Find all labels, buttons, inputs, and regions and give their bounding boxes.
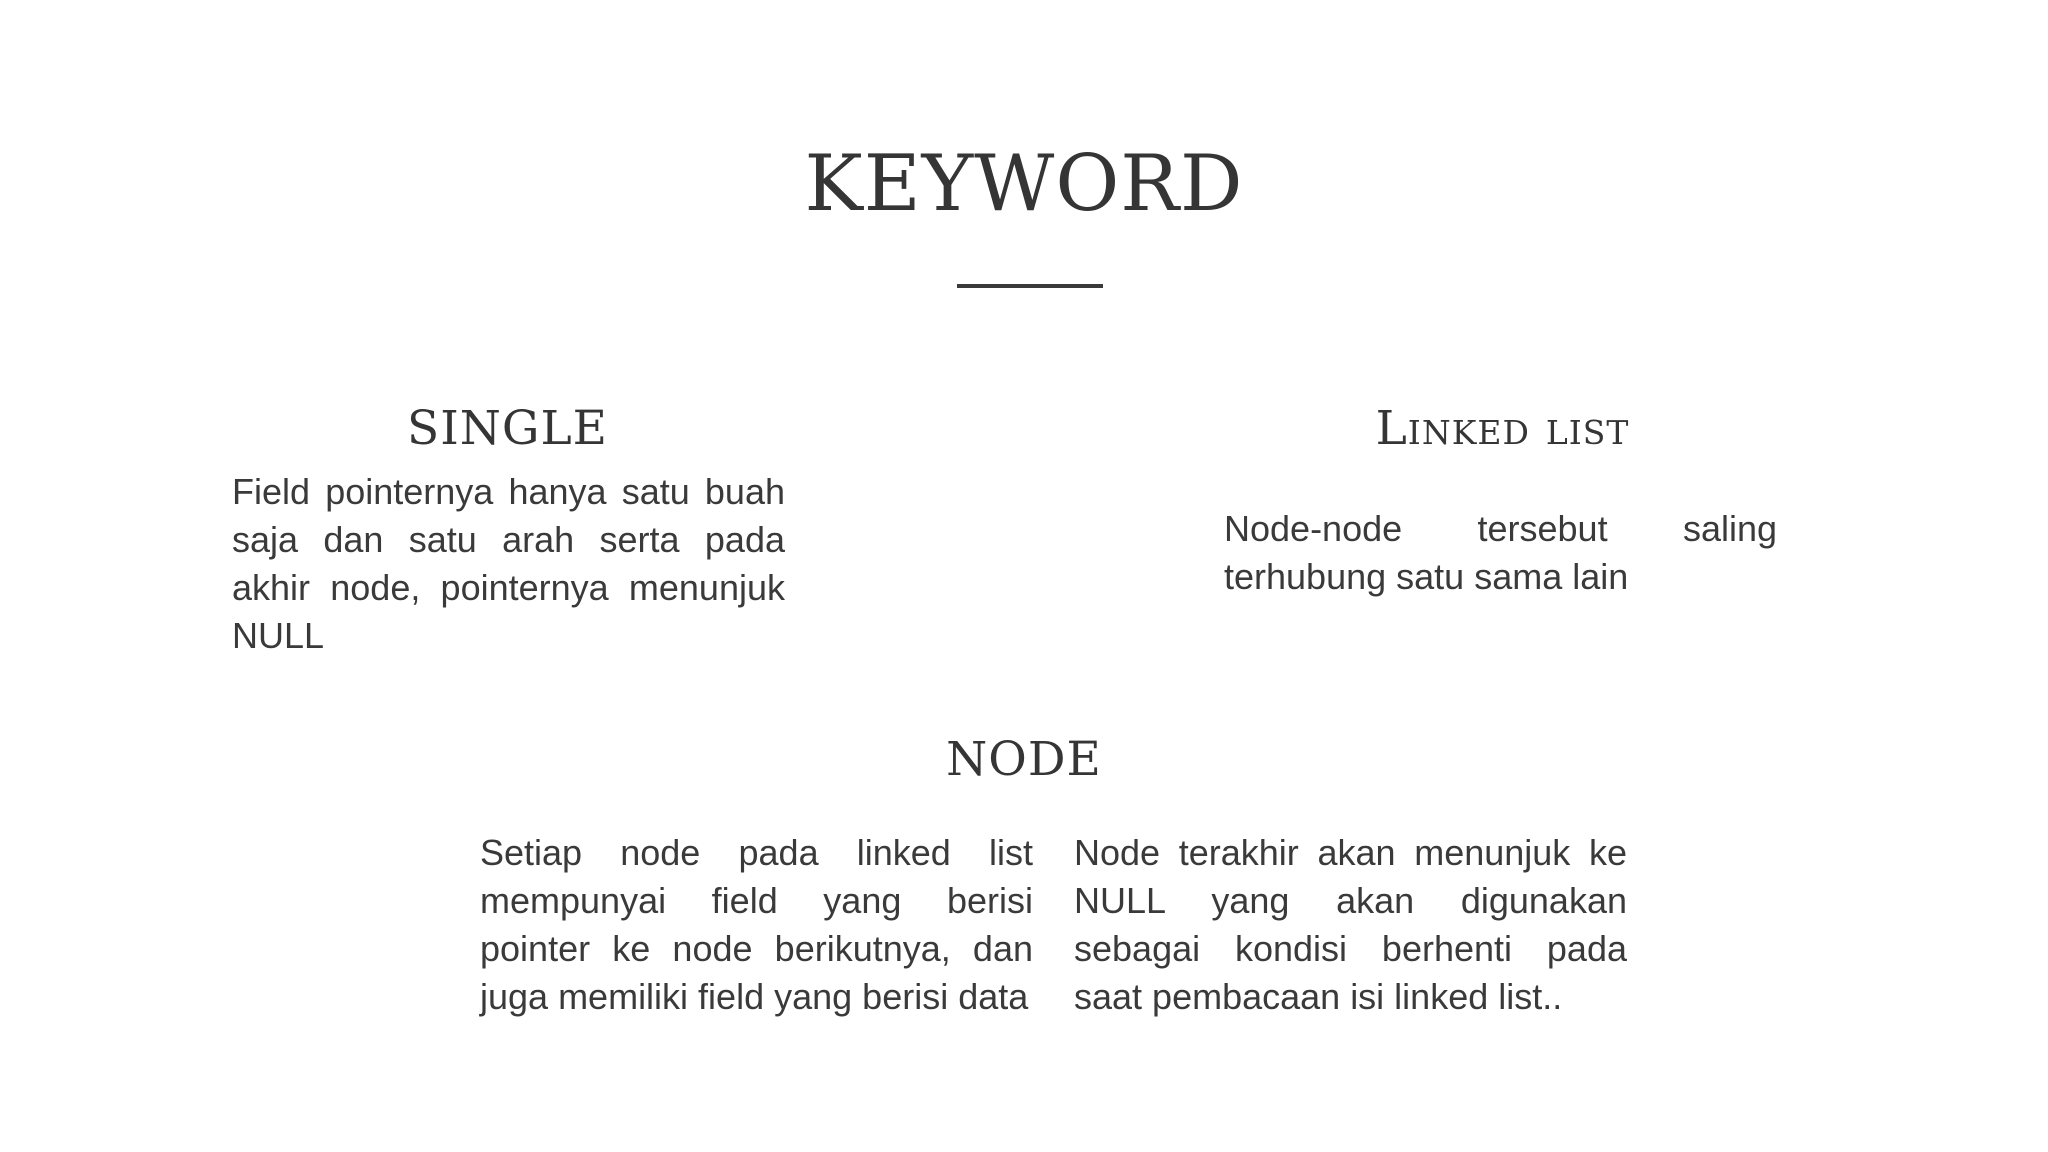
text-linked-list: Node-node tersebut saling terhubung satu sama lain — [1224, 508, 1777, 597]
text-node-right: Node terakhir akan menunjuk ke NULL yang akan digunakan sebagai kondisi berhenti pada saat pembacaan isi linked list.. — [1074, 832, 1627, 1017]
title-underline — [957, 284, 1103, 288]
slide-title: KEYWORD — [804, 139, 1244, 229]
heading-node: NODE — [946, 732, 1102, 787]
heading-linked-list: Linked list — [1375, 401, 1630, 456]
text-node-left: Setiap node pada linked list mempunyai field yang berisi pointer ke node berikutnya, dan juga memiliki field yang berisi data — [480, 832, 1033, 1017]
text-single: Field pointernya hanya satu buah saja dan satu arah serta pada akhir node, pointernya menunjuk NULL — [232, 471, 785, 656]
heading-single: SINGLE — [407, 401, 608, 456]
